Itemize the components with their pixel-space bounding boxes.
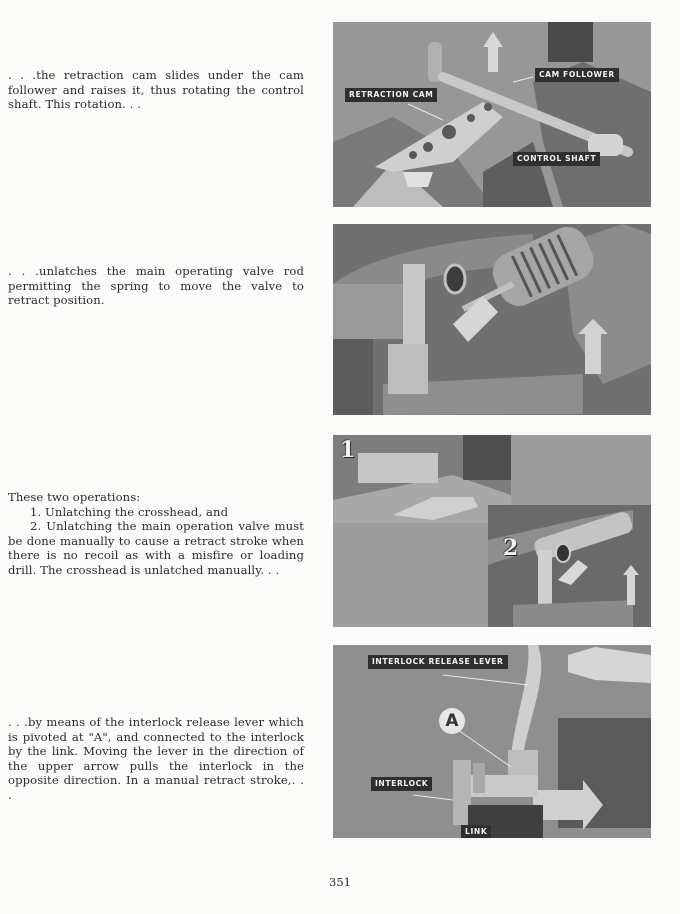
text-block-interlock-release: [8, 715, 304, 803]
text-block-two-operations: [8, 490, 304, 578]
badge-number-2: 2: [503, 535, 519, 561]
text-block-unlatches-valve: [8, 264, 304, 308]
label-cam-follower: CAM FOLLOWER: [535, 68, 619, 82]
paragraph: . . .the retraction cam slides under the cam follower and raises it, thus rotating the control shaft. This rotation. . .: [8, 68, 304, 112]
figure-crosshead-and-valve: [333, 435, 651, 627]
page-number: 351: [329, 875, 351, 889]
text-block-retraction-cam: [8, 68, 304, 112]
label-retraction-cam: RETRACTION CAM: [345, 88, 437, 102]
figure-valve-rod-spring: [333, 224, 651, 415]
badge-number-1: 1: [340, 437, 356, 463]
figure-interlock-release-lever-drawing: [333, 645, 651, 838]
operation-item-1: 1. Unlatching the crosshead, and: [30, 504, 229, 519]
figure-valve-rod-spring-drawing: [333, 224, 651, 415]
pivot-marker-a: A: [439, 708, 465, 734]
label-interlock-release-lever: INTERLOCK RELEASE LEVER: [368, 655, 508, 669]
figure-interlock-release-lever: [333, 645, 651, 838]
operation-item-2: 2. Unlatching the main operation valve must be done manually to cause a retract stroke when there is no recoil as with a misfire or loading drill. The crosshead is unlatched manually. . .: [8, 519, 304, 577]
figure-crosshead-and-valve-drawing: [333, 435, 651, 627]
paragraph: . . .by means of the interlock release lever which is pivoted at "A", and connected to the interlock by the link. Moving the lever in the direction of the upper arrow pulls the interlock in the opposite direction. In a manual retract stroke,. . .: [8, 715, 304, 802]
operations-intro: These two operations:: [8, 490, 141, 504]
figure-retraction-cam-drawing: [333, 22, 651, 207]
label-link: LINK: [461, 825, 491, 838]
label-control-shaft: CONTROL SHAFT: [513, 152, 600, 166]
paragraph: . . .unlatches the main operating valve rod permitting the spring to move the valve to retract position.: [8, 264, 304, 308]
label-interlock: INTERLOCK: [371, 777, 432, 791]
figure-retraction-cam: [333, 22, 651, 207]
